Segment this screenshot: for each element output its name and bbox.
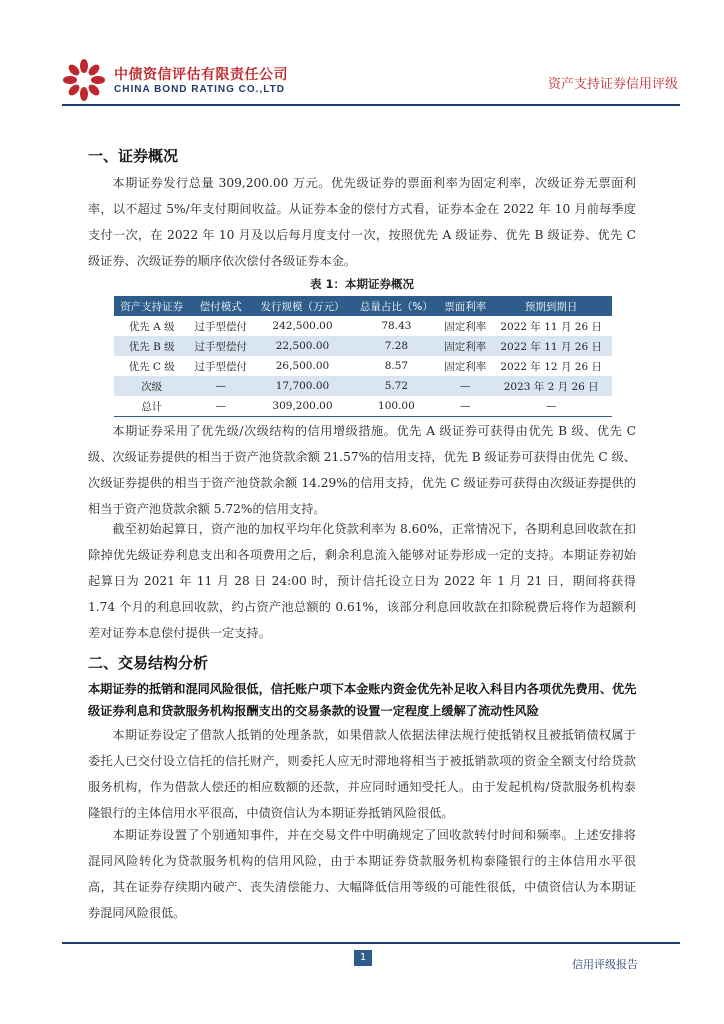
- section1-title: 一、证券概况: [88, 147, 179, 165]
- table-row: [114, 316, 612, 336]
- table-header: 票面利率: [440, 296, 490, 316]
- table-cell: 78.43: [381, 320, 412, 332]
- table-header: 预期到期日: [490, 296, 612, 316]
- table-cell: 优先 A 级: [128, 320, 175, 333]
- table-caption: 表 1：本期证券概况: [309, 277, 414, 291]
- table-cell: 5.72: [353, 376, 440, 396]
- table-cell: 2023 年 2 月 26 日: [490, 376, 612, 396]
- table-cell: —: [440, 376, 490, 396]
- table-header: 发行规模（万元）: [252, 296, 353, 316]
- table-cell: 2022 年 11 月 26 日: [500, 320, 602, 333]
- table-row: [114, 356, 612, 376]
- table-cell: 过手型偿付: [194, 360, 248, 373]
- company-logo-icon: [62, 58, 106, 102]
- header-title: 资产支持证券信用评级: [547, 77, 678, 92]
- table-cell: 过手型偿付: [194, 320, 248, 333]
- table-cell: —: [189, 396, 252, 417]
- table-cell: 8.57: [384, 360, 409, 372]
- table-header: 总量占比（%）: [353, 296, 440, 316]
- footer-divider: [62, 942, 680, 944]
- table-cell: 309,200.00: [252, 396, 353, 417]
- table-cell: 固定利率: [444, 360, 487, 373]
- table-header-row: [114, 296, 612, 316]
- page-header: [0, 0, 724, 110]
- footer-title: 信用评级报告: [572, 958, 638, 971]
- table-cell: 固定利率: [444, 320, 487, 333]
- company-name-en: CHINA BOND RATING CO.,LTD: [114, 84, 285, 95]
- table-cell: —: [189, 376, 252, 396]
- table-cell: 优先 B 级: [114, 336, 189, 356]
- table-cell: 7.28: [353, 336, 440, 356]
- company-name-cn: 中债资信评估有限责任公司: [114, 67, 288, 83]
- table-cell: 2022 年 11 月 26 日: [490, 336, 612, 356]
- page-number: 1: [354, 950, 372, 966]
- table-cell: 2022 年 12 月 26 日: [500, 360, 602, 373]
- table-cell: 优先 C 级: [128, 360, 175, 373]
- table-cell: 242,500.00: [272, 320, 333, 332]
- section1-para1: 本期证券发行总量 309,200.00 万元。优先级证券的票面利率为固定利率，次级证券无票面利率，以不超过 5%/年支付期间收益。从证券本金的偿付方式看，证券本金在 2022 年 10 月前每季度支付一次，在 2022 年 10 月及以后每月度支付一次，按照优先 A 级证券、优先 B 级证券、优先 C 级证券、次级证券的顺序依次偿付各级证券本金。: [88, 176, 636, 268]
- table-cell: 固定利率: [440, 336, 490, 356]
- section2-summary: 本期证券的抵销和混同风险很低，信托账户项下本金账内资金优先补足收入科目内各项优先费用、优先级证券利息和贷款服务机构报酬支出的交易条款的设置一定程度上缓解了流动性风险: [88, 682, 637, 718]
- table-cell: 22,500.00: [252, 336, 353, 356]
- table-total-row: [114, 396, 612, 417]
- securities-table: [114, 296, 612, 417]
- section1-para2: 本期证券采用了优先级/次级结构的信用增级措施。优先 A 级证券可获得由优先 B 级、优先 C 级、次级证券提供的相当于资产池贷款余额 21.57%的信用支持，优先 B 级证券可获得由优先 C 级、次级证券提供的相当于资产池贷款余额 14.29%的信用支持，优先 C 级证券可获得由次级证券提供的相当于资产池贷款余额 5.72%的信用支持。: [88, 424, 636, 516]
- section2-title: 二、交易结构分析: [88, 654, 209, 672]
- table-cell: —: [440, 396, 490, 417]
- header-divider: [62, 104, 680, 106]
- section2-para1: 本期证券设定了借款人抵销的处理条款，如果借款人依据法律法规行使抵销权且被抵销债权属于委托人已交付设立信托的信托财产，则委托人应无时滞地将相当于被抵销款项的资金全额支付给贷款服务机构，作为借款人偿还的相应数额的还款，并应同时通知受托人。由于发起机构/贷款服务机构泰隆银行的主体信用水平很高，中债资信认为本期证券抵销风险很低。: [88, 728, 636, 820]
- table-cell: 26,500.00: [275, 360, 330, 372]
- section2-para2: 本期证券设置了个别通知事件，并在交易文件中明确规定了回收款转付时间和频率。上述安排将混同风险转化为贷款服务机构的信用风险，由于本期证券贷款服务机构泰隆银行的主体信用水平很高，其在证券存续期内破产、丧失清偿能力、大幅降低信用等级的可能性很低，中债资信认为本期证券混同风险很低。: [88, 828, 636, 920]
- table-cell: 过手型偿付: [189, 336, 252, 356]
- section1-para3: 截至初始起算日，资产池的加权平均年化贷款利率为 8.60%，正常情况下，各期利息回收款在扣除掉优先级证券利息支出和各项费用之后，剩余利息流入能够对证券形成一定的支持。本期证券初始起算日为 2021 年 11 月 28 日 24:00 时，预计信托设立日为 2022 年 1 月 21 日，期间将获得 1.74 个月的利息回收款，约占资产池总额的 0.61%，该部分利息回收款在扣除税费后将作为超额利差对证券本息偿付提供一定支持。: [88, 522, 636, 640]
- table-cell: 17,700.00: [252, 376, 353, 396]
- table-cell: —: [490, 396, 612, 417]
- table-row: [114, 376, 612, 396]
- table-cell: 次级: [114, 376, 189, 396]
- table-header: 资产支持证券: [114, 296, 189, 316]
- table-header: 偿付模式: [189, 296, 252, 316]
- table-cell: 总计: [114, 396, 189, 417]
- table-cell: 100.00: [353, 396, 440, 417]
- table-row: [114, 336, 612, 356]
